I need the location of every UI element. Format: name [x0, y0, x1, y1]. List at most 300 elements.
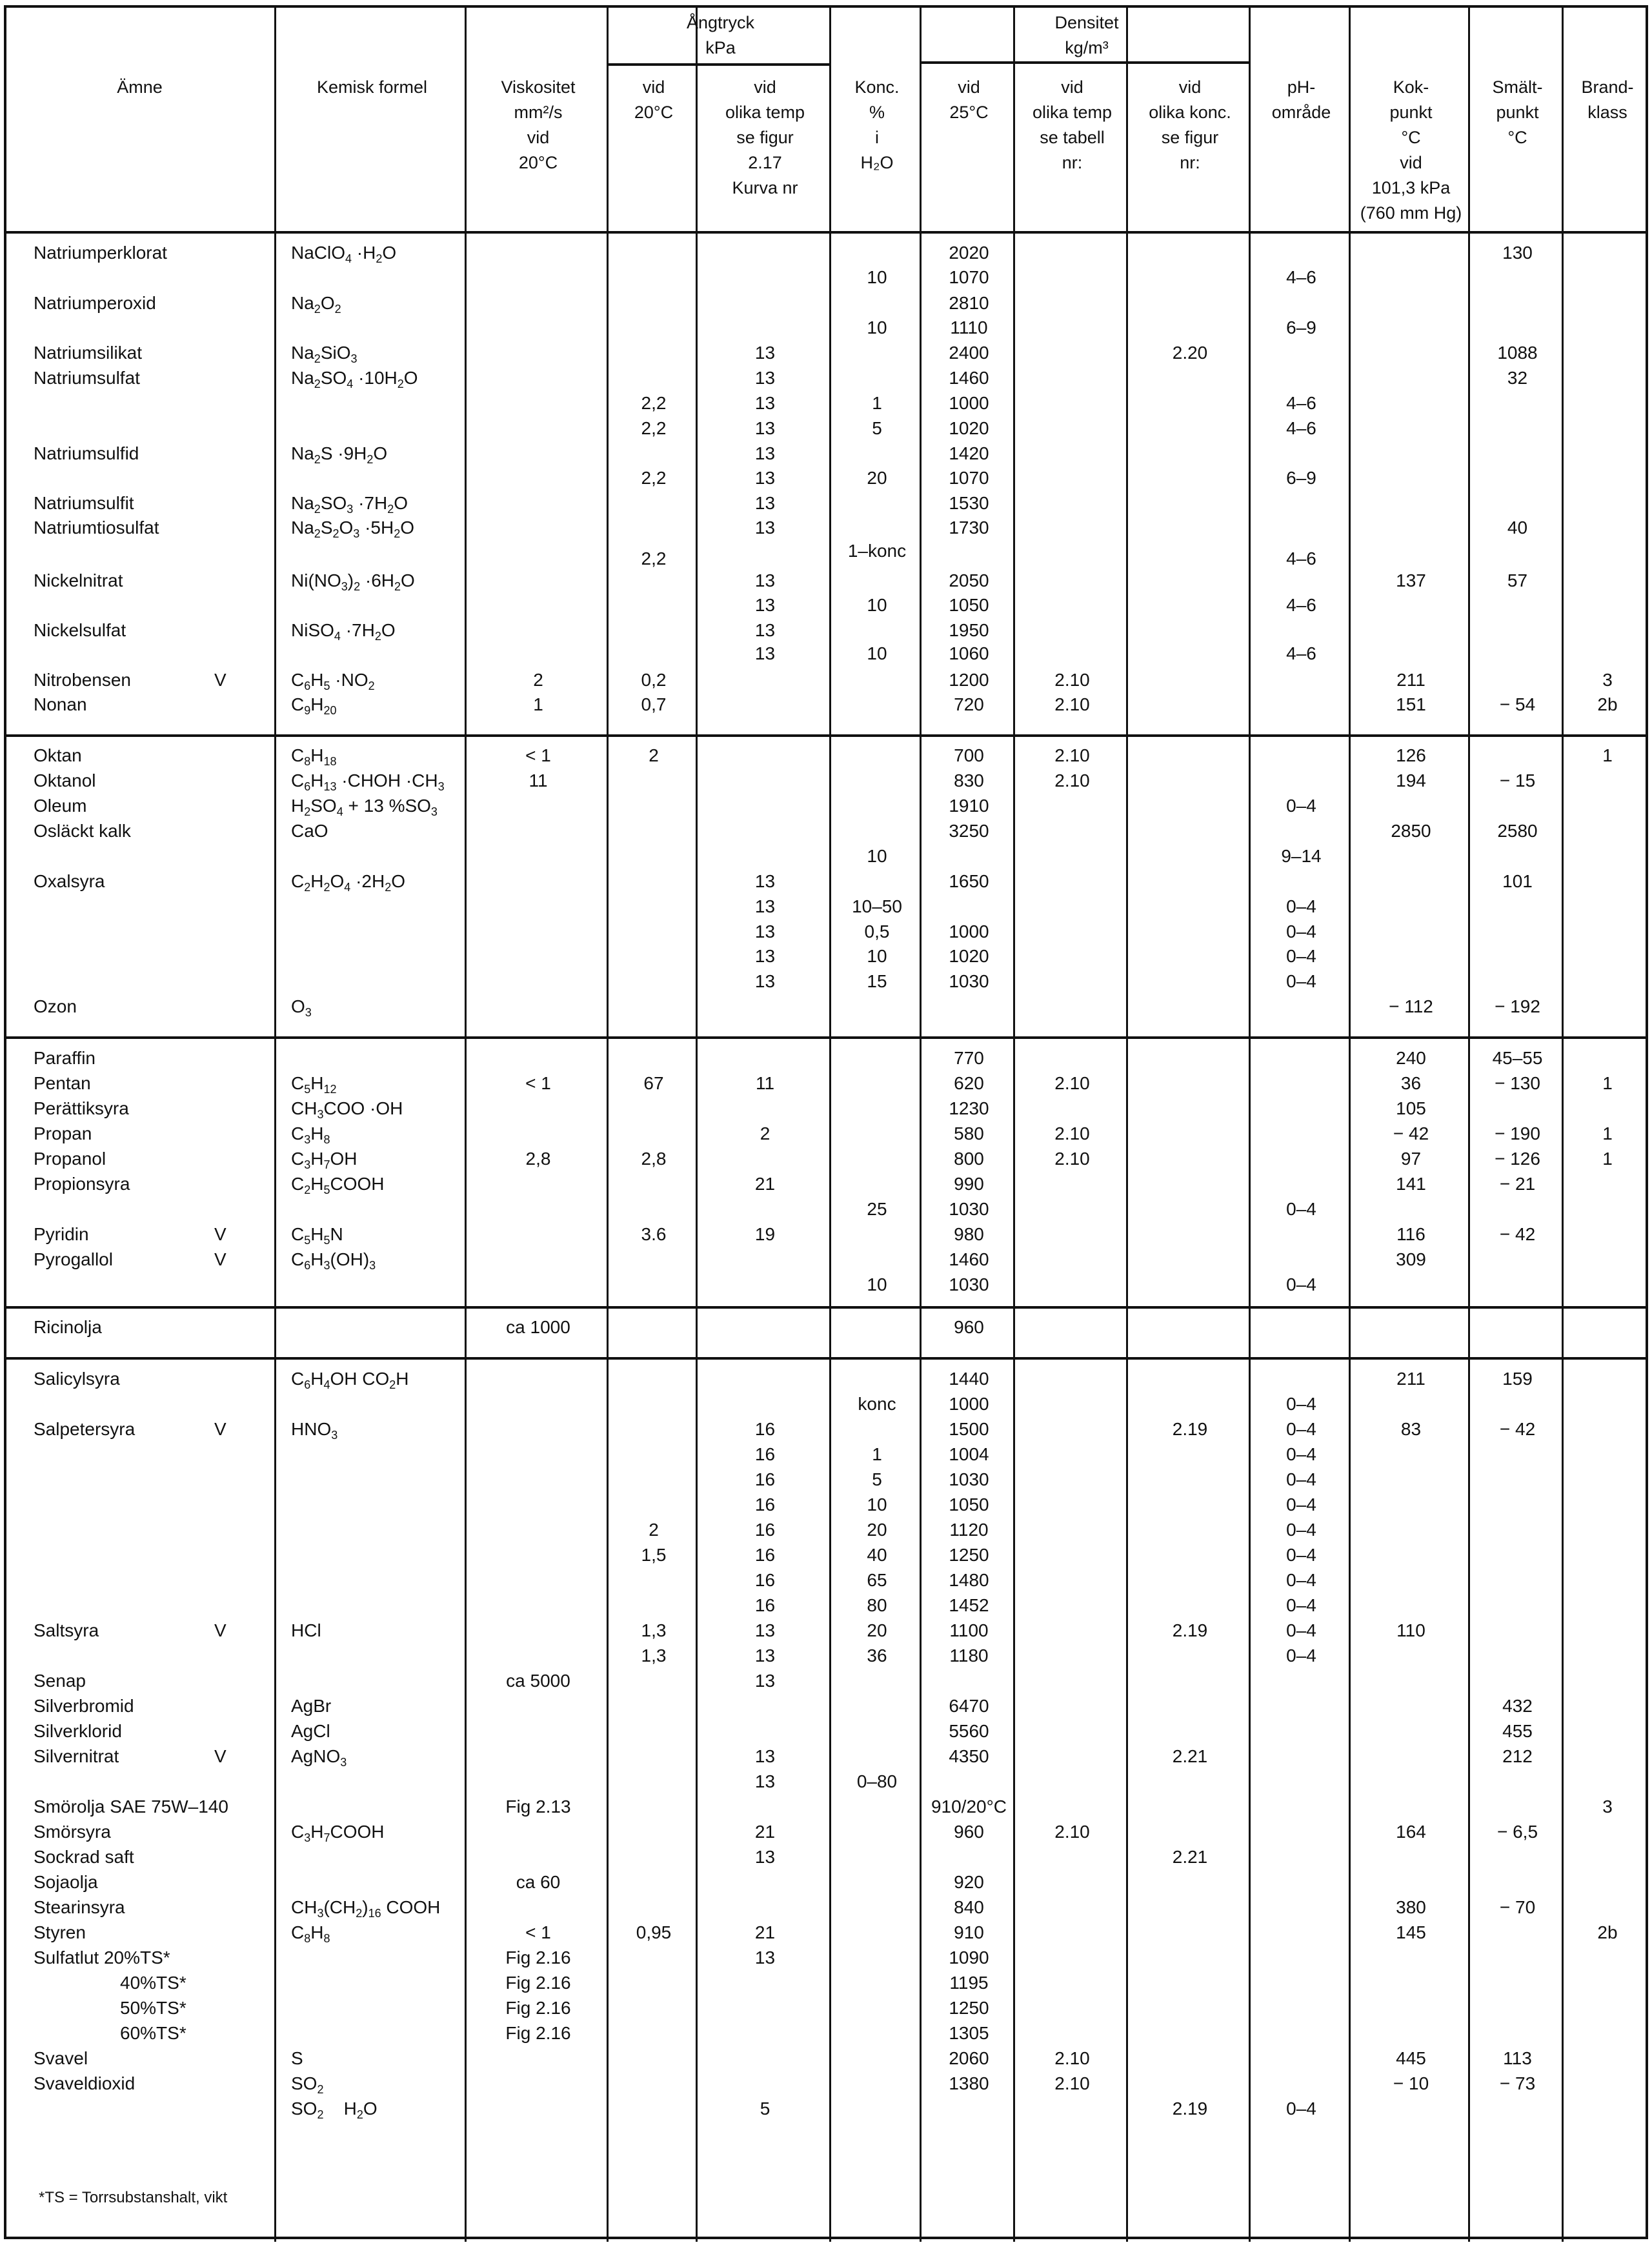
cell-d25: 1480	[949, 1570, 989, 1590]
cell-ang20: 2	[649, 1520, 659, 1540]
cell-d25: 1950	[949, 620, 989, 640]
cell-ang-olika: 16	[754, 1595, 776, 1615]
header-kokpunkt-line: punkt	[1389, 103, 1433, 122]
header-densitet-25c	[922, 75, 1016, 125]
cell-kok: 110	[1396, 1620, 1425, 1640]
cell-d25: 910/20°C	[931, 1797, 1007, 1817]
cell-konc: 10	[867, 317, 887, 337]
cell-ang20: 0,2	[641, 670, 667, 690]
header-densitet-olika-temp-line: vid	[1061, 77, 1083, 97]
cell-konc: 10	[867, 846, 887, 866]
cell-amne: Silverklorid	[34, 1721, 122, 1741]
cell-ang-olika: 13	[754, 570, 776, 590]
cell-d25: 1120	[949, 1520, 989, 1540]
cell-d25: 1730	[949, 518, 989, 538]
header-angtryck-olika-temp-line: olika temp	[725, 103, 805, 122]
cell-d25: 990	[954, 1174, 984, 1194]
cell-formel: $CH_3(CH_2)_{16}$ COOH	[291, 1897, 441, 1920]
header-koncentration-line: Konc.	[854, 77, 900, 97]
cell-formel: $Ni(NO_3)_2 \cdot 6H_2O$	[291, 570, 415, 593]
cell-amne: Propan	[34, 1123, 92, 1143]
cell-kok: 164	[1396, 1822, 1426, 1842]
cell-amne: Senap	[34, 1671, 86, 1691]
cell-dtemp: 2.10	[1054, 770, 1090, 790]
header-densitet-olika-temp-line: olika temp	[1032, 103, 1113, 122]
cell-brand: 2b	[1597, 1922, 1618, 1942]
cell-formel: $C_3H_8$	[291, 1123, 330, 1146]
header-brandklass-line: Brand-	[1581, 77, 1634, 97]
cell-konc: 20	[867, 1520, 887, 1540]
header-densitet-olika-temp	[1016, 75, 1129, 176]
cell-ang-olika: 16	[754, 1495, 776, 1515]
cell-d25: 620	[954, 1073, 984, 1093]
header-viskositet-line: mm²/s	[514, 103, 563, 122]
cell-ang20: 2	[649, 745, 659, 765]
header-angtryck-20c-line: 20°C	[634, 103, 674, 122]
cell-ph: 0–4	[1286, 1199, 1316, 1219]
cell-formel: $CH_3COO \cdot OH$	[291, 1098, 403, 1121]
cell-visk: Fig 2.13	[505, 1797, 571, 1817]
cell-amne: 60%TS*	[120, 2023, 186, 2043]
cell-smalt: 159	[1502, 1369, 1533, 1389]
cell-dkonc: 2.20	[1172, 343, 1208, 363]
cell-d25: 2400	[949, 343, 989, 363]
header-smaltpunkt-line: Smält-	[1492, 77, 1543, 97]
header-angtryck-group-line: kPa	[705, 38, 736, 57]
cell-smalt: 40	[1507, 518, 1528, 538]
cell-formel: $SO_2$	[291, 2073, 324, 2096]
cell-kok: 105	[1396, 1098, 1426, 1118]
cell-brand: 3	[1602, 1797, 1613, 1817]
cell-smalt: − 21	[1499, 1174, 1536, 1194]
cell-ang-olika: 13	[754, 946, 776, 966]
header-densitet-group	[922, 10, 1251, 61]
cell-smalt: 130	[1502, 243, 1533, 263]
cell-smalt: 101	[1502, 871, 1533, 891]
cell-d25: 1050	[949, 1495, 989, 1515]
column-divider	[465, 8, 467, 2242]
cell-konc: 40	[867, 1545, 887, 1565]
cell-amne: Natriumsulfat	[34, 368, 140, 388]
cell-ang-olika: 13	[754, 343, 776, 363]
cell-ang-olika: 13	[754, 518, 776, 538]
cell-formel: $Na_2O_2$	[291, 293, 341, 316]
cell-visk: ca 1000	[506, 1317, 570, 1337]
cell-dkonc: 2.19	[1172, 1419, 1208, 1439]
cell-amne: Smörolja SAE 75W–140	[34, 1797, 228, 1817]
cell-formel: HCl	[291, 1620, 321, 1640]
cell-d25: 1030	[949, 971, 989, 991]
header-subgroup-divider	[920, 61, 1249, 64]
cell-kok: 137	[1396, 570, 1426, 590]
cell-visk: < 1	[525, 1073, 551, 1093]
cell-formel: NiSO$_4$ $\cdot 7H_2O$	[291, 620, 396, 643]
cell-d25: 1460	[949, 368, 989, 388]
cell-brand: 3	[1602, 670, 1613, 690]
cell-smalt: − 192	[1495, 996, 1540, 1016]
cell-ang20: 1,3	[641, 1620, 667, 1640]
cell-konc: 10	[867, 595, 887, 615]
header-densitet-25c-line: 25°C	[949, 103, 989, 122]
cell-brand: 1	[1602, 1123, 1613, 1143]
footnote: *TS = Torrsubstanshalt, vikt	[39, 2189, 228, 2206]
cell-d25: 1500	[949, 1419, 989, 1439]
cell-visk: ca 5000	[506, 1671, 570, 1691]
cell-ang-olika: 13	[754, 1948, 776, 1968]
cell-d25: 1460	[949, 1249, 989, 1269]
cell-smalt: − 6,5	[1496, 1822, 1538, 1842]
cell-smalt: 113	[1503, 2048, 1532, 2068]
cell-ph: 6–9	[1286, 468, 1316, 488]
header-kokpunkt-line: °C	[1401, 128, 1421, 147]
cell-ang-olika: 16	[754, 1469, 776, 1489]
cell-d25: 1000	[949, 393, 989, 413]
cell-konc: 10	[867, 267, 887, 287]
cell-konc: 10	[867, 946, 887, 966]
cell-konc: konc	[858, 1394, 896, 1414]
cell-ph: 0–4	[1286, 896, 1316, 916]
cell-ang-olika: 16	[754, 1520, 776, 1540]
header-ph-omrade	[1251, 75, 1351, 125]
cell-dtemp: 2.10	[1054, 670, 1090, 690]
header-angtryck-20c-line: vid	[642, 77, 665, 97]
cell-d25: 1530	[949, 493, 989, 513]
chemical-properties-table	[4, 5, 1648, 2239]
cell-d25: 960	[954, 1317, 984, 1337]
cell-kok: 380	[1396, 1897, 1426, 1917]
cell-d25: 1090	[949, 1948, 989, 1968]
cell-d25: 1004	[949, 1444, 989, 1464]
cell-formel: AgBr	[291, 1696, 332, 1716]
cell-amne: Sojaolja	[34, 1872, 98, 1892]
header-brandklass	[1564, 75, 1651, 125]
cell-ph: 0–4	[1286, 1419, 1316, 1439]
cell-ang20: 0,95	[636, 1922, 672, 1942]
cell-amne: 40%TS*	[120, 1973, 186, 1993]
cell-brand: 1	[1602, 1073, 1613, 1093]
cell-d25: 1030	[949, 1469, 989, 1489]
cell-ang-olika: 2	[760, 1123, 771, 1143]
cell-amne: Pentan	[34, 1073, 91, 1093]
cell-ph: 4–6	[1286, 267, 1316, 287]
cell-konc: 15	[867, 971, 887, 991]
cell-d25: 960	[954, 1822, 984, 1842]
column-divider	[1349, 8, 1351, 2242]
cell-ph: 0–4	[1286, 1595, 1316, 1615]
cell-ang20: 2,2	[641, 418, 667, 438]
cell-konc: 80	[867, 1595, 887, 1615]
cell-d25: 2810	[949, 293, 989, 313]
cell-formel: $Na_2S_2O_3 \cdot 5H_2O$	[291, 518, 415, 540]
section-divider	[4, 734, 1648, 737]
cell-formel: $Na_2S \cdot 9H_2O$	[291, 443, 388, 466]
cell-d25: 1250	[949, 1998, 989, 2018]
cell-amne: Oktan	[34, 745, 82, 765]
cell-smalt: − 42	[1499, 1419, 1536, 1439]
cell-amne: Silvernitrat	[34, 1746, 119, 1766]
cell-amne: Perättiksyra	[34, 1098, 129, 1118]
column-divider	[696, 8, 698, 2242]
cell-ang-olika: 13	[754, 896, 776, 916]
cell-d25: 1100	[949, 1620, 989, 1640]
cell-kok: 83	[1400, 1419, 1422, 1439]
cell-ang-olika: 21	[754, 1174, 776, 1194]
section-divider	[4, 1357, 1648, 1360]
cell-amne: Natriumsulfit	[34, 493, 134, 513]
cell-ang-olika: 13	[754, 595, 776, 615]
cell-konc: 0,5	[864, 921, 890, 941]
cell-ang20: 2,8	[641, 1149, 667, 1169]
header-angtryck-olika-temp-line: 2.17	[748, 153, 782, 172]
cell-ph: 0–4	[1286, 1274, 1316, 1294]
cell-ang-olika: 11	[755, 1073, 775, 1093]
cell-formel: AgNO$_3$	[291, 1746, 347, 1769]
cell-amne: Natriumperoxid	[34, 293, 156, 313]
cell-formel: NaClO$_4$ $\cdot H_2O$	[291, 243, 397, 265]
cell-konc: 1	[872, 1444, 882, 1464]
cell-ph: 0–4	[1286, 946, 1316, 966]
cell-ang-olika: 21	[754, 1822, 776, 1842]
cell-d25: 580	[954, 1123, 984, 1143]
header-kokpunkt	[1351, 75, 1471, 226]
cell-d25: 2020	[949, 243, 989, 263]
cell-formel: $Na_2SO_4 \cdot 10H_2O$	[291, 368, 418, 390]
cell-visk: 2,8	[525, 1149, 551, 1169]
cell-formel: S	[291, 2048, 303, 2068]
cell-ang-olika: 13	[754, 1671, 776, 1691]
cell-formel: $Na_2SiO_3$	[291, 343, 358, 365]
cell-dtemp: 2.10	[1054, 1073, 1090, 1093]
cell-formel: $C_5H_{12}$	[291, 1073, 337, 1096]
cell-kok: 116	[1396, 1224, 1425, 1244]
cell-kok: 211	[1396, 1369, 1425, 1389]
cell-d25: 830	[954, 770, 984, 790]
cell-ph: 4–6	[1286, 393, 1316, 413]
cell-formel: $C_3H_7COOH$	[291, 1822, 385, 1844]
cell-d25: 700	[954, 745, 984, 765]
cell-brand: 1	[1602, 745, 1613, 765]
cell-kok: 211	[1396, 670, 1425, 690]
cell-d25: 770	[954, 1048, 984, 1068]
header-koncentration	[832, 75, 922, 176]
cell-ph: 0–4	[1286, 921, 1316, 941]
cell-amne: Salpetersyra	[34, 1419, 136, 1439]
cell-d25: 1020	[949, 946, 989, 966]
cell-d25: 3250	[949, 821, 989, 841]
header-angtryck-group	[609, 10, 832, 61]
cell-amne: Salicylsyra	[34, 1369, 120, 1389]
cell-konc: 5	[872, 1469, 882, 1489]
cell-ang-olika: 13	[754, 1746, 776, 1766]
cell-ph: 0–4	[1286, 1570, 1316, 1590]
cell-amne: Nickelnitrat	[34, 570, 123, 590]
cell-amne: Smörsyra	[34, 1822, 111, 1842]
cell-dkonc: 2.21	[1172, 1847, 1208, 1867]
cell-d25: 980	[954, 1224, 984, 1244]
cell-ang-olika: 13	[754, 1646, 776, 1666]
header-smaltpunkt-line: punkt	[1496, 103, 1539, 122]
cell-ang-olika: 13	[754, 921, 776, 941]
header-angtryck-olika-temp-line: vid	[754, 77, 776, 97]
cell-amne: Svavel	[34, 2048, 88, 2068]
cell-ph: 0–4	[1286, 1646, 1316, 1666]
header-kokpunkt-line: vid	[1400, 153, 1422, 172]
cell-kok: 141	[1396, 1174, 1426, 1194]
header-densitet-olika-konc-line: olika konc.	[1149, 103, 1231, 122]
cell-d25: 1305	[949, 2023, 989, 2043]
cell-ang-olika: 13	[754, 871, 776, 891]
cell-amne: Natriumperklorat	[34, 243, 167, 263]
cell-ang-olika: 16	[754, 1545, 776, 1565]
cell-ang-olika: 13	[754, 368, 776, 388]
cell-dkonc: 2.19	[1172, 1620, 1208, 1640]
header-angtryck-olika-temp	[698, 75, 832, 201]
cell-formel: $C_5H_5N$	[291, 1224, 343, 1247]
cell-ph: 4–6	[1286, 549, 1316, 569]
cell-formel: $C_6H_5 \cdot NO_2$	[291, 670, 375, 692]
cell-smalt: − 126	[1495, 1149, 1540, 1169]
header-ph-omrade-line: pH-	[1287, 77, 1316, 97]
cell-d25: 920	[954, 1872, 984, 1892]
cell-d25: 4350	[949, 1746, 989, 1766]
cell-amne: Saltsyra	[34, 1620, 99, 1640]
cell-d25: 1195	[949, 1973, 989, 1993]
header-angtryck-olika-temp-line: se figur	[736, 128, 794, 147]
cell-amne: Sockrad saft	[34, 1847, 134, 1867]
header-koncentration-line: H₂O	[860, 153, 894, 172]
cell-amne: Propanol	[34, 1149, 106, 1169]
cell-amne: Ozon	[34, 996, 77, 1016]
cell-amne: Pyridin	[34, 1224, 89, 1244]
cell-amne: Propionsyra	[34, 1174, 130, 1194]
cell-ang-olika: 19	[754, 1224, 776, 1244]
cell-smalt: 455	[1502, 1721, 1533, 1741]
cell-visk: < 1	[525, 1922, 551, 1942]
cell-kok: 194	[1396, 770, 1426, 790]
cell-brand: 2b	[1597, 694, 1618, 714]
cell-formel: $C_6H_3(OH)_3$	[291, 1249, 376, 1272]
cell-konc: 0–80	[856, 1771, 898, 1791]
cell-d25: 1070	[949, 267, 989, 287]
cell-kok: − 112	[1389, 996, 1433, 1016]
cell-d25: 1030	[949, 1199, 989, 1219]
cell-kok: 126	[1396, 745, 1426, 765]
cell-d25: 1230	[949, 1098, 989, 1118]
cell-amne: Nitrobensen	[34, 670, 131, 690]
cell-formel: $C_6H_4OH$ $CO_2H$	[291, 1369, 409, 1391]
cell-d25: 1000	[949, 921, 989, 941]
cell-konc: 10	[867, 1274, 887, 1294]
cell-d25: 1420	[949, 443, 989, 463]
cell-ph: 0–4	[1286, 796, 1316, 816]
header-kokpunkt-line: (760 mm Hg)	[1360, 203, 1462, 223]
cell-v-marker: V	[214, 1249, 227, 1269]
cell-konc: 1	[872, 393, 882, 413]
cell-amne: Styren	[34, 1922, 86, 1942]
cell-formel: $C_2H_5COOH$	[291, 1174, 385, 1196]
cell-amne: Paraffin	[34, 1048, 96, 1068]
cell-kok: 97	[1400, 1149, 1422, 1169]
cell-amne: Sulfatlut 20%TS*	[34, 1948, 170, 1968]
cell-d25: 720	[954, 694, 984, 714]
cell-v-marker: V	[214, 1746, 227, 1766]
cell-d25: 1020	[949, 418, 989, 438]
cell-ang20: 3.6	[641, 1224, 667, 1244]
cell-dtemp: 2.10	[1054, 2073, 1090, 2093]
cell-amne: Natriumsulfid	[34, 443, 139, 463]
cell-formel: CaO	[291, 821, 328, 841]
header-kemisk-formel	[277, 75, 467, 100]
cell-ph: 0–4	[1286, 2099, 1316, 2119]
cell-konc: 25	[867, 1199, 887, 1219]
cell-amne: Oxalsyra	[34, 871, 105, 891]
cell-v-marker: V	[214, 1419, 227, 1439]
cell-ph: 0–4	[1286, 1495, 1316, 1515]
section-divider	[4, 231, 1648, 234]
cell-d25: 1070	[949, 468, 989, 488]
cell-kok: 309	[1396, 1249, 1426, 1269]
cell-konc: 10–50	[852, 896, 902, 916]
cell-d25: 1030	[949, 1274, 989, 1294]
cell-smalt: − 15	[1499, 770, 1536, 790]
cell-konc: 20	[867, 468, 887, 488]
cell-dtemp: 2.10	[1054, 694, 1090, 714]
cell-visk: < 1	[525, 745, 551, 765]
cell-ang-olika: 21	[754, 1922, 776, 1942]
cell-d25: 5560	[949, 1721, 989, 1741]
cell-konc: 10	[867, 1495, 887, 1515]
cell-d25: 1200	[949, 670, 989, 690]
cell-amne: Stearinsyra	[34, 1897, 125, 1917]
header-kokpunkt-line: 101,3 kPa	[1371, 178, 1451, 197]
header-angtryck-olika-temp-line: Kurva nr	[732, 178, 798, 197]
cell-formel: $C_3H_7OH$	[291, 1149, 358, 1171]
cell-dtemp: 2.10	[1054, 1149, 1090, 1169]
cell-smalt: 45–55	[1492, 1048, 1543, 1068]
cell-formel: $C_9H_{20}$	[291, 694, 337, 717]
cell-formel: $Na_2SO_3 \cdot 7H_2O$	[291, 493, 408, 516]
cell-konc: 65	[867, 1570, 887, 1590]
cell-kok: 145	[1396, 1922, 1426, 1942]
cell-konc: 10	[867, 643, 887, 663]
header-viskositet-line: 20°C	[518, 153, 558, 172]
header-koncentration-line: i	[875, 128, 879, 147]
cell-ang20: 0,7	[641, 694, 667, 714]
cell-v-marker: V	[214, 1224, 227, 1244]
cell-dkonc: 2.21	[1172, 1746, 1208, 1766]
cell-d25: 1250	[949, 1545, 989, 1565]
header-viskositet	[467, 75, 609, 176]
cell-amne: Svaveldioxid	[34, 2073, 136, 2093]
cell-d25: 2060	[949, 2048, 989, 2068]
cell-formel: $H_2SO_4 + 13$ $\%SO_3$	[291, 796, 438, 818]
column-divider	[607, 8, 609, 2242]
header-densitet-olika-konc	[1129, 75, 1251, 176]
header-densitet-olika-konc-line: vid	[1178, 77, 1202, 97]
cell-kok: 445	[1396, 2048, 1426, 2068]
cell-amne: Natriumtiosulfat	[34, 518, 159, 538]
header-amne	[3, 75, 277, 100]
cell-amne: Oktanol	[34, 770, 96, 790]
cell-ang-olika: 16	[754, 1570, 776, 1590]
cell-dtemp: 2.10	[1054, 745, 1090, 765]
cell-d25: 2050	[949, 570, 989, 590]
cell-kok: 151	[1396, 694, 1426, 714]
cell-smalt: − 130	[1495, 1073, 1540, 1093]
cell-brand: 1	[1602, 1149, 1613, 1169]
cell-d25: 1440	[949, 1369, 989, 1389]
cell-amne: Oleum	[34, 796, 87, 816]
